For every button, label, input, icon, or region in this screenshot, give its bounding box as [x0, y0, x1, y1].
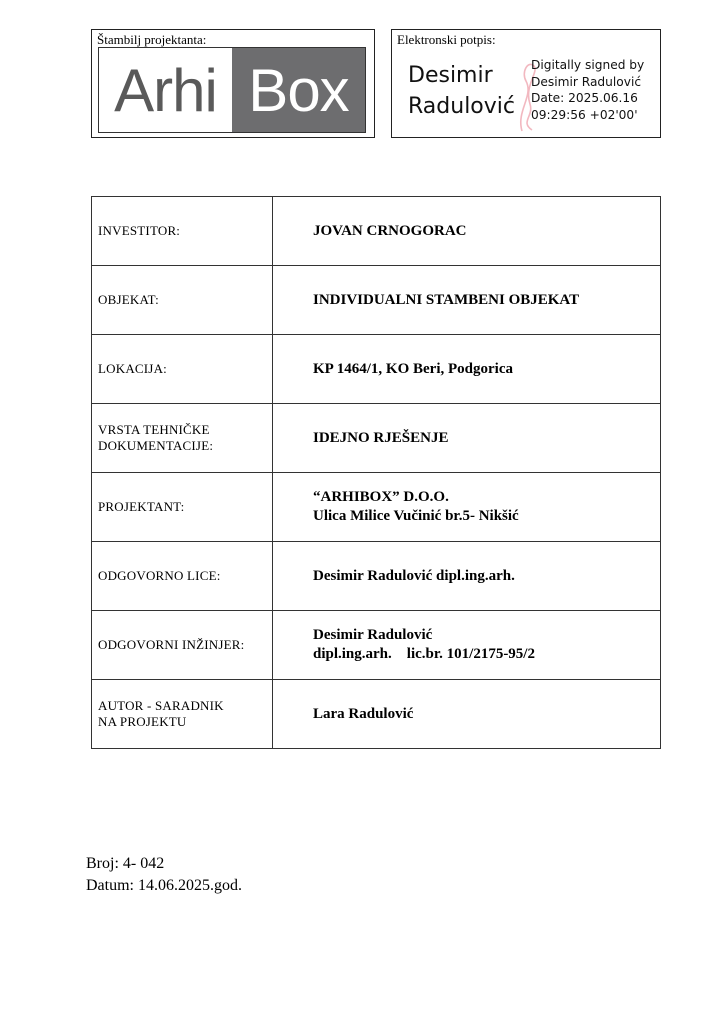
row-value	[273, 266, 661, 335]
table-row	[92, 404, 661, 473]
designer-stamp-box	[91, 29, 375, 138]
signer-first-name: Desimir	[408, 63, 493, 88]
signature-details	[531, 57, 644, 123]
label-line: NA PROJEKTU	[98, 714, 187, 729]
stamp-label: Štambilj projektanta:	[97, 32, 207, 47]
value-line: Lara Radulović	[313, 705, 414, 722]
row-value	[273, 335, 661, 404]
value-line: KP 1464/1, KO Beri, Podgorica	[313, 360, 513, 377]
row-value	[273, 611, 661, 680]
row-value	[273, 404, 661, 473]
signature-detail-line: Digitally signed by	[531, 58, 645, 72]
label-line: VRSTA TEHNIČKE	[98, 422, 210, 437]
label-line: LOKACIJA:	[98, 361, 167, 376]
table-row	[92, 611, 661, 680]
row-label	[92, 197, 273, 266]
value-line: “ARHIBOX” D.O.O.	[313, 489, 449, 505]
signature-detail-line: Date: 2025.06.16	[531, 91, 638, 105]
table-row	[92, 266, 661, 335]
label-line: ODGOVORNI INŽINJER:	[98, 637, 245, 652]
signature-label: Elektronski potpis:	[397, 32, 496, 47]
value-line: Ulica Milice Vučinić br.5- Nikšić	[313, 508, 519, 524]
value-line: Desimir Radulović dipl.ing.arh.	[313, 567, 515, 584]
value-line: INDIVIDUALNI STAMBENI OBJEKAT	[313, 291, 580, 308]
signature-detail-line: 09:29:56 +02'00'	[531, 107, 638, 122]
document-footer	[86, 853, 242, 897]
label-line: AUTOR - SARADNIK	[98, 698, 224, 713]
logo-right-text: Box	[232, 48, 365, 132]
row-label	[92, 404, 273, 473]
table-row	[92, 542, 661, 611]
label-line: OBJEKAT:	[98, 292, 159, 307]
logo-left-text: Arhi	[99, 48, 232, 132]
signer-name	[408, 60, 515, 122]
row-label	[92, 473, 273, 542]
project-info-table	[91, 196, 661, 749]
signature-detail-line: Desimir Radulović	[531, 74, 642, 89]
label-line: INVESTITOR:	[98, 223, 181, 238]
value-line: JOVAN CRNOGORAC	[313, 222, 467, 239]
row-label	[92, 266, 273, 335]
signer-last-name: Radulović	[408, 94, 515, 119]
table-row	[92, 680, 661, 749]
row-label	[92, 335, 273, 404]
document-date: Datum: 14.06.2025.god.	[86, 877, 242, 894]
arhibox-logo	[98, 47, 366, 133]
table-row	[92, 197, 661, 266]
table-row	[92, 335, 661, 404]
row-value	[273, 680, 661, 749]
value-line: Desimir Radulović	[313, 627, 433, 643]
document-number: Broj: 4- 042	[86, 855, 165, 872]
row-label	[92, 611, 273, 680]
value-line: IDEJNO RJEŠENJE	[313, 429, 449, 446]
row-value	[273, 542, 661, 611]
row-value	[273, 197, 661, 266]
row-label	[92, 680, 273, 749]
value-line: dipl.ing.arh. lic.br. 101/2175-95/2	[313, 646, 535, 662]
label-line: ODGOVORNO LICE:	[98, 568, 221, 583]
table-row	[92, 473, 661, 542]
label-line: PROJEKTANT:	[98, 499, 185, 514]
row-label	[92, 542, 273, 611]
electronic-signature-box	[391, 29, 661, 138]
label-line: DOKUMENTACIJE:	[98, 438, 214, 453]
row-value	[273, 473, 661, 542]
